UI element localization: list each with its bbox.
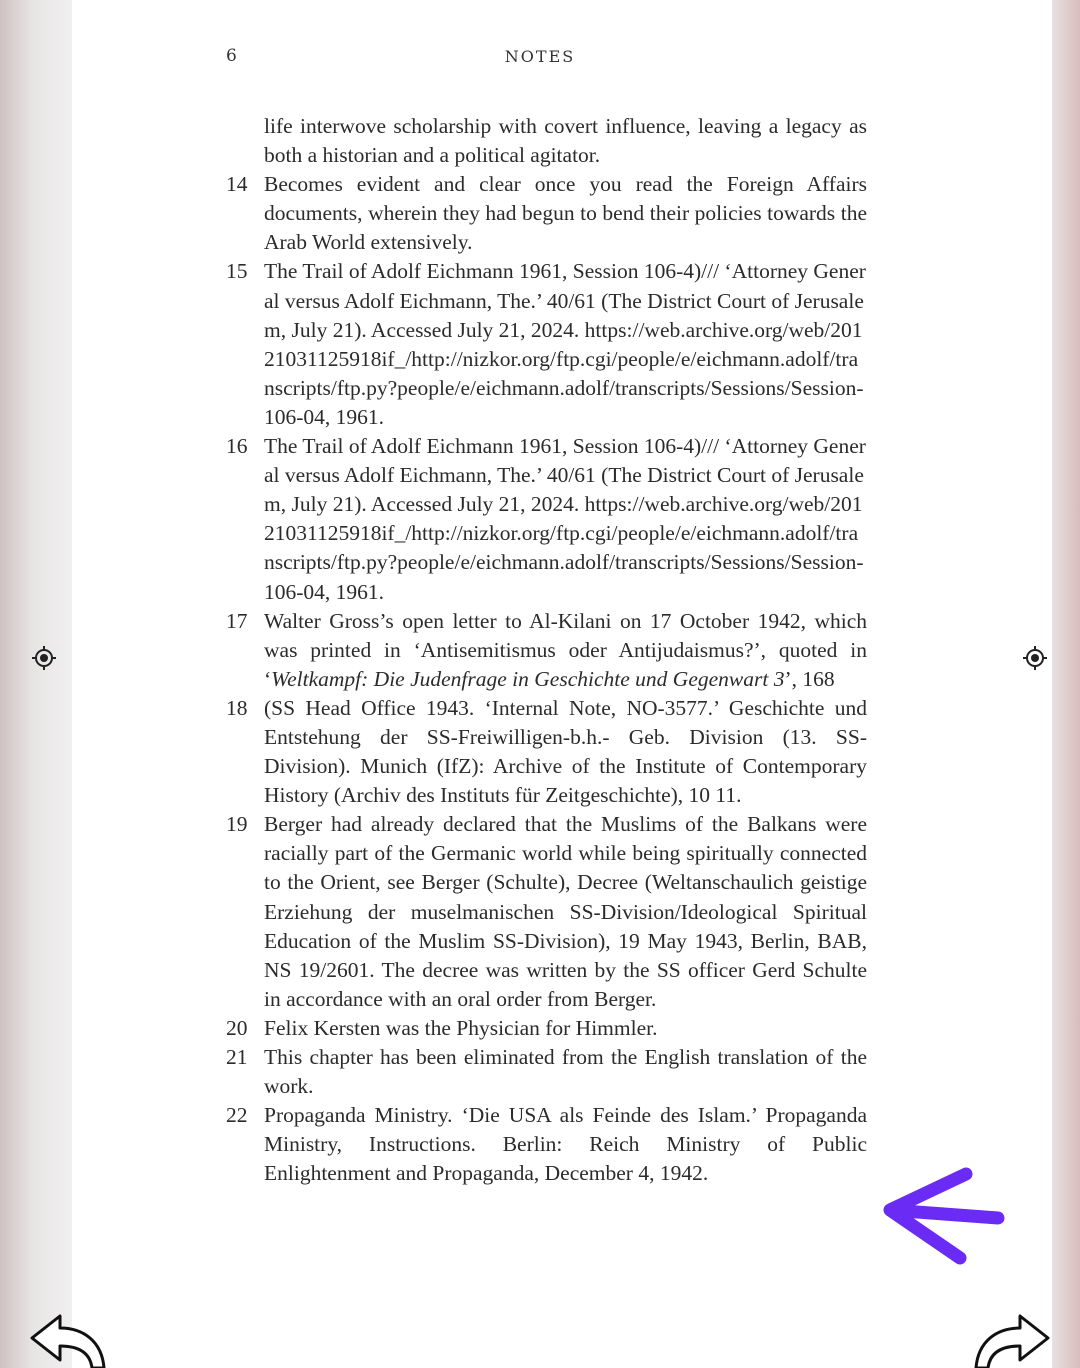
note-21 bbox=[226, 1043, 867, 1101]
left-page-edge bbox=[0, 0, 80, 1368]
note-text-part: ’, 168 bbox=[784, 666, 835, 691]
page-number: 6 bbox=[226, 46, 237, 66]
note-text bbox=[264, 607, 867, 694]
note-text-part: Walter Gross’s open letter to Al-Kilani on 17 October 1942, which was printed in ‘Antisemitismus oder Antijudaismus?’, quoted in ‘ bbox=[264, 608, 867, 691]
note-text: This chapter has been eliminated from the English translation of the work. bbox=[264, 1045, 867, 1099]
note-14 bbox=[226, 170, 867, 257]
note-number: 16 bbox=[226, 434, 248, 459]
curved-arrow-right-icon[interactable] bbox=[972, 1312, 1052, 1368]
curved-arrow-left-icon[interactable] bbox=[28, 1312, 108, 1368]
note-number: 19 bbox=[226, 812, 248, 837]
note-text: Felix Kersten was the Physician for Himmler. bbox=[264, 1015, 658, 1040]
note-continuation bbox=[226, 112, 867, 170]
note-22 bbox=[226, 1101, 867, 1188]
note-text: Berger had already declared that the Muslims of the Balkans were racially part of the Germanic world while being spiritually connected to the Orient, see Berger (Schulte), Decree (Weltanschaulich geistige Erziehung der muselmanischen SS-Division/Ideological Spiritual Education of the Muslim SS-Division), 19 May 1943, Berlin, BAB, NS 19/2601. The decree was written by the SS officer Gerd Schulte in accordance with an oral order from Berger. bbox=[264, 812, 867, 1011]
note-number: 18 bbox=[226, 695, 248, 720]
note-19 bbox=[226, 810, 867, 1014]
note-15 bbox=[226, 257, 867, 432]
crosshair-icon[interactable] bbox=[32, 646, 56, 670]
note-text: life interwove scholarship with covert influence, leaving a legacy as both a historian and a political agitator. bbox=[264, 114, 867, 168]
crosshair-icon[interactable] bbox=[1023, 646, 1047, 670]
note-number: 15 bbox=[226, 259, 248, 284]
note-text: The Trail of Adolf Eichmann 1961, Session 106-4)/// ‘Attorney General versus Adolf Eichmann, The.’ 40/61 (The District Court of Jerusalem, July 21). Accessed July 21, 2024. https://web.archive.org/web/20121031125918if_/http://nizkor.org/ftp.cgi/people/e/eichmann.adolf/transcripts/ftp.py?people/e/eichmann.adolf/transcripts/Sessions/Session-106-04, 1961. bbox=[264, 434, 866, 604]
note-number: 14 bbox=[226, 172, 248, 197]
note-italic-title: Weltkampf: Die Judenfrage in Geschichte und Gegenwart 3 bbox=[271, 666, 785, 691]
notes-list bbox=[226, 112, 867, 1188]
arrow-left-icon bbox=[876, 1162, 1008, 1270]
note-20 bbox=[226, 1014, 867, 1043]
note-16 bbox=[226, 432, 867, 607]
note-17 bbox=[226, 607, 867, 694]
note-text: Becomes evident and clear once you read the Foreign Affairs documents, wherein they had begun to bend their policies towards the Arab World extensively. bbox=[264, 172, 867, 255]
note-number: 17 bbox=[226, 608, 248, 633]
running-head: NOTES bbox=[504, 47, 576, 66]
right-page-edge bbox=[1050, 0, 1080, 1368]
note-text: (SS Head Office 1943. ‘Internal Note, NO-3577.’ Geschichte und Entstehung der SS-Freiwilligen-b.h.- Geb. Division (13. SS-Division). Munich (IfZ): Archive of the Institute of Contemporary History (Archiv des Instituts für Zeitgeschichte), 10 11. bbox=[264, 695, 867, 808]
note-number: 21 bbox=[226, 1045, 248, 1069]
note-18 bbox=[226, 694, 867, 810]
note-text: The Trail of Adolf Eichmann 1961, Session 106-4)/// ‘Attorney General versus Adolf Eichmann, The.’ 40/61 (The District Court of Jerusalem, July 21). Accessed July 21, 2024. https://web.archive.org/web/20121031125918if_/http://nizkor.org/ftp.cgi/people/e/eichmann.adolf/transcripts/ftp.py?people/e/eichmann.adolf/transcripts/Sessions/Session-106-04, 1961. bbox=[264, 259, 866, 429]
note-text: Propaganda Ministry. ‘Die USA als Feinde des Islam.’ Propaganda Ministry, Instructions. Berlin: Reich Ministry of Public Enlightenment and Propaganda, December 4, 1942. bbox=[264, 1103, 867, 1186]
note-number: 20 bbox=[226, 1015, 248, 1040]
note-number: 22 bbox=[226, 1103, 248, 1128]
